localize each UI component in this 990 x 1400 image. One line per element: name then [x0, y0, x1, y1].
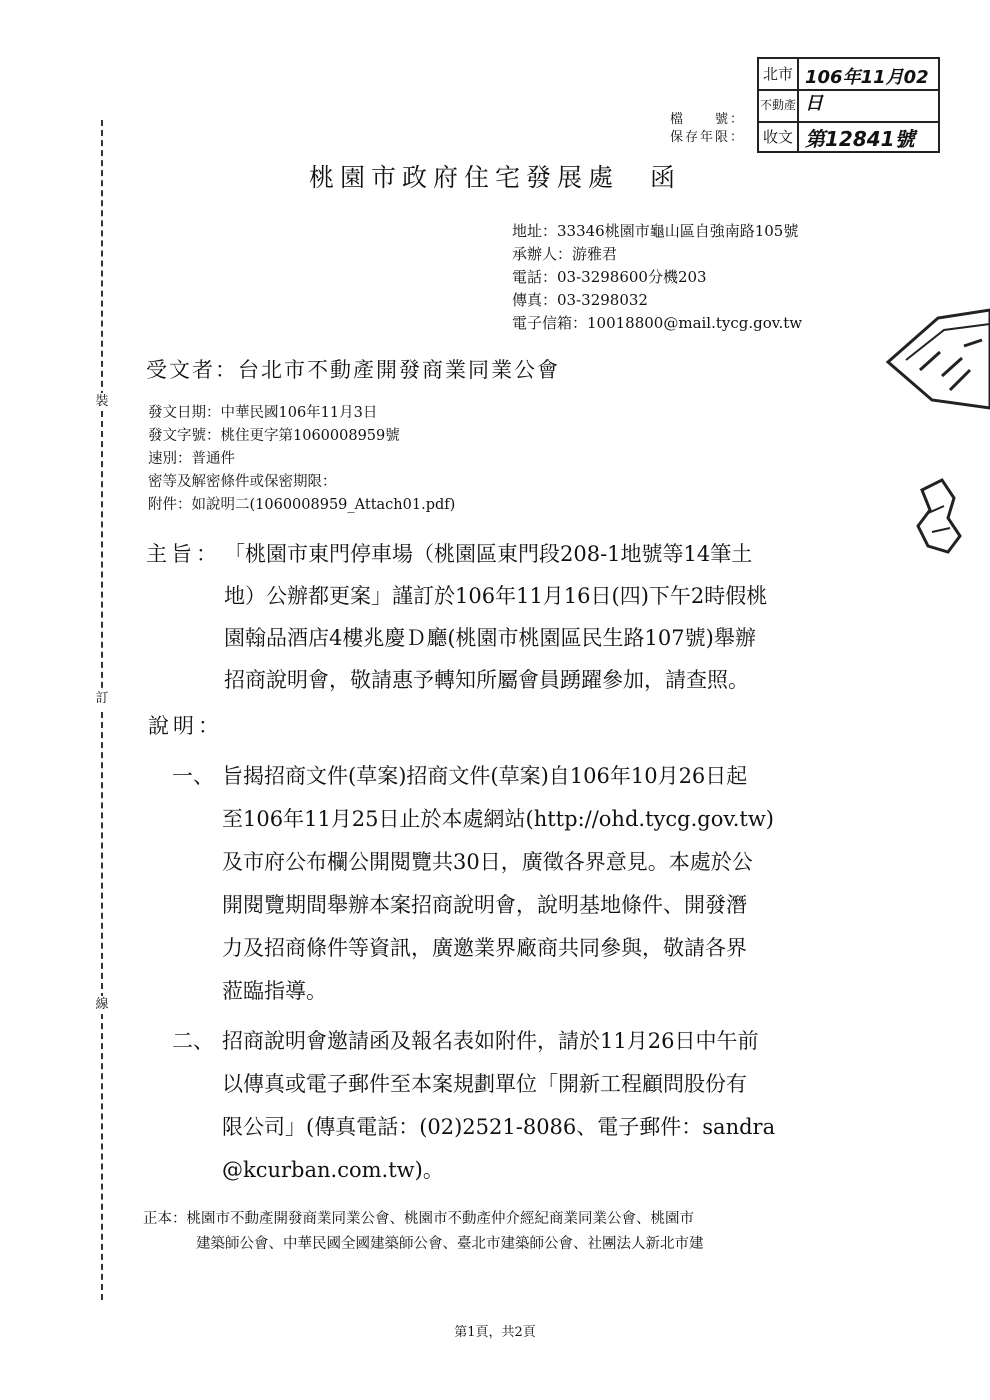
stamp-cell-city: 北市: [762, 65, 793, 83]
item-1-line: 至106年11月25日止於本處網站(http://ohd.tycg.gov.tw): [222, 807, 774, 831]
contact-handler: 承辦人：游雅君: [512, 245, 618, 263]
item-1-line: 蒞臨指導。: [222, 979, 327, 1003]
item-1-mark: 一、: [172, 764, 214, 788]
doc-number: 發文字號：桃住更字第1060008959號: [148, 428, 400, 444]
attachment: 附件：如說明二(1060008959_Attach01.pdf): [148, 497, 456, 513]
cc-line: 正本：桃園市不動產開發商業同業公會、桃園市不動產仲介經紀商業同業公會、桃園市: [143, 1211, 694, 1227]
item-2-mark: 二、: [172, 1029, 214, 1053]
subject-label: 主旨：: [146, 542, 221, 566]
letter-title: 桃園市政府住宅發展處 函: [308, 163, 681, 192]
secrecy-level: 密等及解密條件或保密期限：: [148, 474, 337, 490]
file-no-label: 檔 號：: [669, 112, 745, 127]
stamp-date: 106年11月02日: [805, 67, 929, 114]
binding-char-zhuang: 裝: [93, 393, 111, 411]
binding-char-ding: 訂: [93, 690, 111, 708]
subject-line: 地）公辦都更案」謹訂於106年11月16日(四)下午2時假桃: [224, 584, 768, 608]
partial-seal-stamp: [880, 300, 990, 410]
item-1-line: 開閱覽期間舉辦本案招商說明會，說明基地條件、開發潛: [222, 893, 747, 917]
item-2-line: 招商說明會邀請函及報名表如附件，請於11月26日中午前: [222, 1029, 759, 1053]
issue-date: 發文日期：中華民國106年11月3日: [148, 405, 378, 421]
page-footer: 第1頁，共2頁: [454, 1325, 536, 1340]
item-2-line: @kcurban.com.tw)。: [222, 1158, 444, 1182]
item-2-line: 限公司」(傳真電話：(02)2521-8086、電子郵件：sandra: [222, 1115, 776, 1139]
subject-line: 園翰品酒店4樓兆慶Ｄ廳(桃園市桃園區民生路107號)舉辦: [224, 626, 756, 650]
item-1-line: 及市府公布欄公開閱覽共30日，廣徵各界意見。本處於公: [222, 850, 753, 874]
item-2-line: 以傳真或電子郵件至本案規劃單位「開新工程顧問股份有: [222, 1072, 747, 1096]
explanation-label: 說明：: [148, 714, 223, 738]
contact-phone: 電話：03-3298600分機203: [512, 268, 707, 286]
contact-address: 地址：33346桃園市龜山區自強南路105號: [512, 222, 799, 240]
item-1-line: 旨揭招商文件(草案)招商文件(草案)自106年10月26日起: [222, 764, 748, 788]
binding-char-xian: 線: [93, 996, 111, 1014]
contact-fax: 傳真：03-3298032: [512, 291, 648, 309]
delivery-speed: 速別：普通件: [148, 451, 235, 467]
item-1-line: 力及招商條件等資訊，廣邀業界廠商共同參與，敬請各界: [222, 936, 747, 960]
receipt-stamp: [757, 57, 940, 153]
subject-line: 「桃園市東門停車場（桃園區東門段208-1地號等14筆土: [224, 542, 753, 566]
stamp-cell-realestate: 不動產: [759, 98, 796, 112]
partial-seal-mark: [908, 470, 968, 560]
cc-line: 建築師公會、中華民國全國建築師公會、臺北市建築師公會、社團法人新北市建: [196, 1236, 704, 1252]
binding-line: [101, 120, 103, 1300]
recipient: 受文者：台北市不動產開發商業同業公會: [146, 358, 560, 382]
stamp-number: 第12841號: [805, 127, 915, 151]
retention-label: 保存年限：: [669, 130, 745, 145]
stamp-cell-received: 收文: [762, 128, 793, 146]
subject-line: 招商說明會，敬請惠予轉知所屬會員踴躍參加，請查照。: [224, 668, 749, 692]
contact-email: 電子信箱：10018800@mail.tycg.gov.tw: [512, 314, 803, 332]
